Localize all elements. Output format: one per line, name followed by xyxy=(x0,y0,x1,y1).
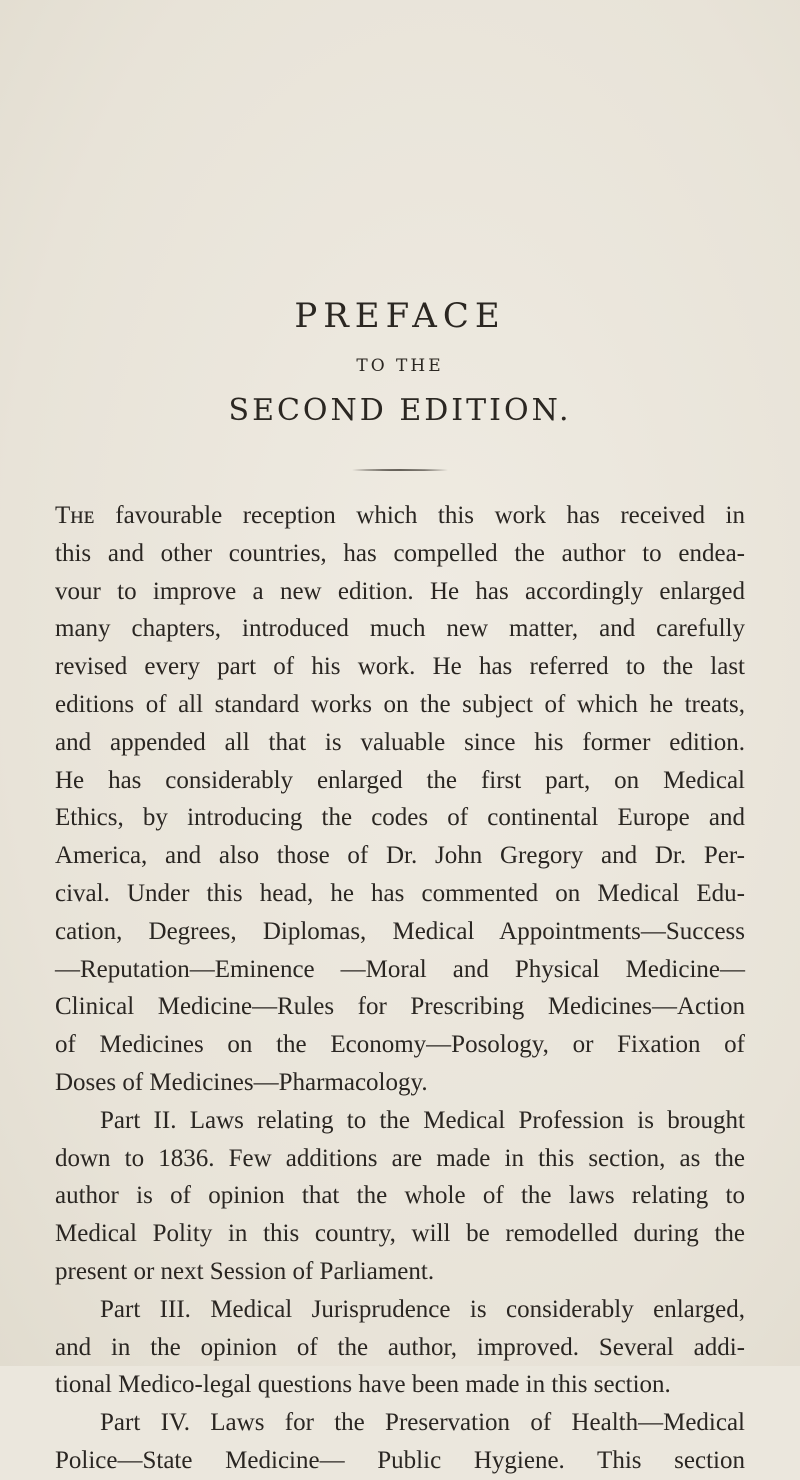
text-line: and in the opinion of the author, improved. Several addi- xyxy=(55,1333,745,1361)
text-line: cation, Degrees, Diplomas, Medical Appointments—Success xyxy=(55,917,745,945)
text-line: of Medicines on the Economy—Posology, or Fixation of xyxy=(55,1031,745,1059)
edition-heading: SECOND EDITION. xyxy=(228,393,572,428)
paragraph xyxy=(55,1291,745,1404)
text-line: Ethics, by introducing the codes of continental Europe and xyxy=(55,804,745,832)
text-line: Police—State Medicine— Public Hygiene. This section xyxy=(55,1446,745,1474)
preface-body xyxy=(55,497,745,1480)
paragraph xyxy=(55,1102,745,1291)
preface-subtitle: TO THE xyxy=(356,356,444,376)
text-line: this and other countries, has compelled the author to endea- xyxy=(55,539,745,567)
text-line: Clinical Medicine—Rules for Prescribing Medicines—Action xyxy=(55,993,745,1021)
text-line: vour to improve a new edition. He has accordingly enlarged xyxy=(55,577,745,605)
text-line: Doses of Medicines—Pharmacology. xyxy=(55,1068,428,1096)
text-line: and appended all that is valuable since his former edition. xyxy=(55,728,745,756)
text-line: author is of opinion that the whole of the laws relating to xyxy=(55,1182,745,1210)
paragraph xyxy=(55,497,745,1102)
text-line: America, and also those of Dr. John Gregory and Dr. Per- xyxy=(55,842,745,870)
text-line: Part III. Medical Jurisprudence is considerably enlarged, xyxy=(100,1295,745,1323)
text-line: Medical Polity in this country, will be remodelled during the xyxy=(55,1220,745,1248)
text-line: tional Medico-legal questions have been made in this section. xyxy=(55,1371,671,1399)
text-line: down to 1836. Few additions are made in this section, as the xyxy=(55,1144,745,1172)
text-line: editions of all standard works on the subject of which he treats, xyxy=(55,690,745,718)
text-line: Part IV. Laws for the Preservation of Health—Medical xyxy=(100,1409,745,1437)
text-line: —Reputation—Eminence —Moral and Physical Medicine— xyxy=(55,955,745,983)
decorative-rule xyxy=(352,468,448,472)
text-line: Tʜᴇ favourable reception which this work has received in xyxy=(55,502,745,529)
text-line: revised every part of his work. He has referred to the last xyxy=(55,653,745,681)
paragraph xyxy=(55,1404,745,1480)
preface-title: PREFACE xyxy=(294,296,506,336)
text-line: cival. Under this head, he has commented on Medical Edu- xyxy=(55,879,745,907)
text-line: Part II. Laws relating to the Medical Profession is brought xyxy=(100,1106,745,1134)
text-line: many chapters, introduced much new matter, and carefully xyxy=(55,615,745,643)
text-line: He has considerably enlarged the first part, on Medical xyxy=(55,766,745,794)
text-line: present or next Session of Parliament. xyxy=(55,1257,435,1285)
